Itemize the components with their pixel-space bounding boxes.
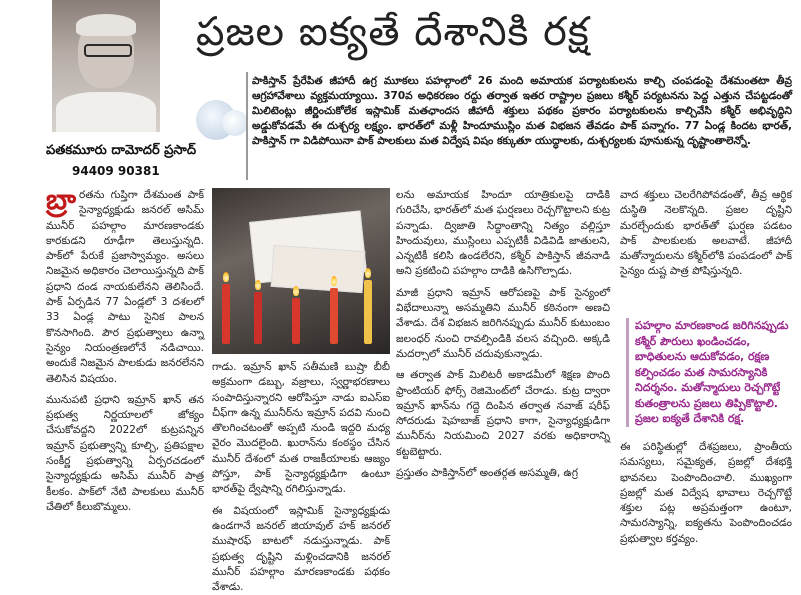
candle-flame bbox=[293, 286, 299, 296]
candle-flame bbox=[223, 272, 229, 282]
author-photo bbox=[52, 0, 160, 132]
column-3-paragraph-2: మాజీ ప్రధాని ఇమ్రాన్ ఆరోపణపై పాక్ సైన్యంలో విభేదాలున్నా అసమ్మతిని మునీర్ కఠినంగా అణచి వేశాడు. దేశ విభజన జరిగినప్పుడు మునీర్ కుటుంబం జలంధర్ నుంచి రావల్పిండికి వలస వచ్చింది. అక్కడి మదర్సాలో మునీర్ చదువుకున్నాడు. bbox=[396, 286, 610, 360]
article-column-3 bbox=[396, 188, 610, 487]
column-1-text-1: రతను గుప్తిగా దేశమంత పాక్ సైన్యాధ్యక్షుడు జనరల్ అసిమ్ మునీర్ పహల్గాం మారణకాండకు కారకుడని రూఢీగా తెలుస్తున్నది. పాక్‌లో పేరుకే ప్రజాస్వామ్యం. అసలు నిజమైన అధికారం చెలాయిస్తున్నది పాక్ ప్రధాని దండ నాయకులేనని తెలిసిందే. పాక్ ఏర్పడిన 77 ఏండ్లలో 3 దశలలో 33 ఏండ్ల పాటు సైనిక పాలన కొనసాగింది. పౌర ప్రభుత్వాలు ఉన్నా సైన్యం నియంత్రణలోనే నడిచాయి. అందుకే నిజమైన పాలకుడు జనరలేనని తెలిసిన విషయం. bbox=[46, 189, 204, 385]
article-headline: ప్రజల ఐక్యతే దేశానికి రక్ష bbox=[196, 9, 590, 55]
candle bbox=[254, 292, 262, 344]
article-column-4-end: ఈ పరిస్థితుల్లో దేశప్రజలు, ప్రాంతీయ సమస్యలు, సమైక్యత, ప్రజల్లో దేశభక్తి భావనలు పెంపొందించాలి. ముఖ్యంగా ప్రజల్లో మత విద్వేష భావాలు రెచ్చగొట్టే శక్తుల పట్ల అప్రమత్తంగా ఉంటూ, సామరస్యాన్ని, ఐక్యతను పెంపొందించడం ప్రభుత్వాల కర్తవ్యం. bbox=[620, 441, 792, 545]
column-3-paragraph-1: లను అమాయక హిందూ యాత్రికులపై దాడికి గురిచేసి, భారత్‌లో మత ఘర్షణలు రెచ్చగొట్టాలని కుట్ర పన్నాడు. ద్విజాతి సిద్ధాంతాన్ని నిత్యం వల్లిస్తూ హిందువులు, ముస్లింలు ఎప్పటికీ విడివిడి జాతులని, ఎన్నటికీ కలిసి ఉండలేరని, కశ్మీర్ పాకిస్తాన్ జీవనాడి అని ప్రకటించి పహల్గాం దాడికి ఉసిగొల్పాడు. bbox=[396, 189, 610, 278]
candle-flame bbox=[331, 276, 337, 286]
author-hair bbox=[76, 14, 136, 36]
author-name: పతకమూరు దామోదర్ ప్రసాద్ bbox=[46, 143, 196, 158]
author-shirt bbox=[56, 92, 156, 132]
candle bbox=[222, 284, 230, 344]
column-3-paragraph-4: ప్రస్తుతం పాకిస్తాన్‌లో అంతర్గత అసమ్మతి, ఉగ్ర bbox=[396, 467, 578, 480]
candle bbox=[330, 288, 338, 344]
candle bbox=[292, 298, 300, 344]
article-column-4 bbox=[620, 188, 792, 286]
dropcap: బ్రా bbox=[46, 183, 77, 216]
author-phone: 94409 90381 bbox=[72, 164, 160, 178]
article-column-2 bbox=[212, 360, 390, 594]
article-column-1 bbox=[46, 183, 204, 521]
decorative-bubble-small bbox=[222, 110, 248, 136]
candle-flame bbox=[255, 280, 261, 290]
lead-paragraph: పాకిస్తాన్ ప్రేరేపిత జీహాదీ ఉగ్ర మూకలు పహల్గాంలో 26 మంది అమాయక పర్యాటకులను కాల్చి చంపడంపై దేశమంతటా తీవ్ర ఆగ్రహావేశాలు వ్యక్తమయ్యాయి. 370వ అధికరణం రద్దు తర్వాత ఇతర రాష్ట్రాల ప్రజలు కశ్మీర్ పర్యటనను పెద్ద ఎత్తున చేపట్టడంతో మిలిటెంట్లు జీర్ణించుకోలేక ఇస్లామిక్ మతఛాందస జీహాదీ శక్తులు పథకం ప్రకారం పర్యాటకులను కాల్చివేసి కశ్మీర్ అభివృద్ధిని అడ్డుకోవడమే ఈ దుశ్చర్య లక్ష్యం. భారత్‌లో మళ్లీ హిందూముస్లిం మత విభజన తేవడం పాక్ పన్నాగం. 77 ఏండ్ల కిందట భారత్, పాకిస్తాన్ గా విడిపోయినా పాక్ పాలకులు మత విద్వేష విషం కక్కుతూ యుద్ధాలకు, దుశ్చర్యలకు పూనుకున్న దృష్టాంతాలెన్నో. bbox=[252, 75, 792, 147]
candle-vigil-photo bbox=[212, 188, 390, 354]
column-3-paragraph-3: ఆ తర్వాత పాక్ మిలిటరీ అకాడమీలో శిక్షణ పొంది ఫ్రాంటియర్ ఫోర్స్ రెజిమెంట్‌లో చేరాడు. కుట్ర ద్వారా ఇమ్రాన్ ఖాన్‌ను గద్దె దింపిన తర్వాత నవాజ్ షరీఫ్ సోదరుడు షెహబాజ్ ప్రధాని కాగా, సైన్యాధ్యక్షుడిగా మునీర్‌ను నియమించి 2027 వరకు అధికారాన్ని కట్టబెట్టారు. bbox=[396, 369, 610, 458]
pull-quote: పహల్గాం మారణకాండ జరిగినప్పుడు కశ్మీర్ పౌరులు ఖండించడం, బాధితులను ఆదుకోవడం, రక్షణ కల్పించడం మత సామరస్యానికి నిదర్శనం. మతోన్మాదులు రెచ్చగొట్టే కుతంత్రాలను ప్రజలు తిప్పికొట్టాలి. ప్రజల ఐక్యతే దేశానికి రక్ష. bbox=[626, 318, 801, 427]
column-2-paragraph-2: ఈ విషయంలో ఇస్లామిక్ సైన్యాధ్యక్షుడు ఉండగానే జనరల్ జియావుల్ హక్ జనరల్ ముషారఫ్ బాటలో నడుస్తున్నాడు. పాక్ ప్రభుత్వ దృష్టిని మళ్లించడానికి జనరల్ మునీర్ పహల్గాం మారణకాండకు పథకం వేశాడు. bbox=[212, 504, 390, 594]
column-2-paragraph-1: గాడు. ఇమ్రాన్ ఖాన్ సతీమణి బుష్రా బీబీ అక్రమంగా డబ్బు, వజ్రాలు, స్వర్ణాభరణాలు సంపాదిస్తున్నారని ఆరోపిస్తూ నాడు ఐఎస్ఐ చీఫ్‌గా ఉన్న మునీర్‌ను ఇమ్రాన్ పదవి నుంచి తొలగించటంతో అప్పటి నుండి ఇద్దరి మధ్య వైరం మొదలైంది. ఖురాన్‌ను కంఠస్థం చేసిన మునీర్ దేశంలో మత రాజకీయాలకు ఆజ్యం పోస్తూ, పాక్ సైన్యాధ్యక్షుడిగా ఉంటూ భారత్‌పై ద్వేషాన్ని రగిలిస్తున్నాడు. bbox=[212, 361, 390, 496]
column-1-paragraph-2: మునుపటి ప్రధాని ఇమ్రాన్ ఖాన్ తన ప్రభుత్వ నిర్ణయాలలో జోక్యం చేసుకోవద్దని 2022లో కుట్రపన్నిన ఇమ్రాన్ ప్రభుత్వాన్ని కూల్చి, ప్రతిపక్షాల సంకీర్ణ ప్రభుత్వాన్ని ఏర్పరచడంలో సైన్యాధ్యక్షుడు అసిమ్ మునీర్ పాత్ర కీలకం. పాక్‌లో నేటి పాలకులు మునీర్ చేతిలో కీలుబొమ్మలు. bbox=[46, 393, 204, 513]
vigil-sign bbox=[271, 245, 366, 293]
candle-flame bbox=[365, 268, 371, 278]
lead-divider bbox=[246, 72, 248, 180]
column-1-paragraph-1 bbox=[46, 183, 204, 387]
column-4-paragraph-1: వాద శక్తులు చెలరేగిపోవడంతో, తీవ్ర ఆర్థిక దుస్థితి నెలకొన్నది. ప్రజల దృష్టిని మరల్చేందుకు భారత్‌తో ఘర్షణ పడటం పాక్ పాలకులకు అలవాటే. జీహాదీ మతోన్మాదులను కశ్మీర్‌లోకి పంపడంలో పాక్ సైన్యం దుష్ట పాత్ర పోషిస్తున్నది. bbox=[620, 189, 792, 278]
candle bbox=[364, 280, 372, 344]
author-glasses bbox=[84, 44, 132, 57]
